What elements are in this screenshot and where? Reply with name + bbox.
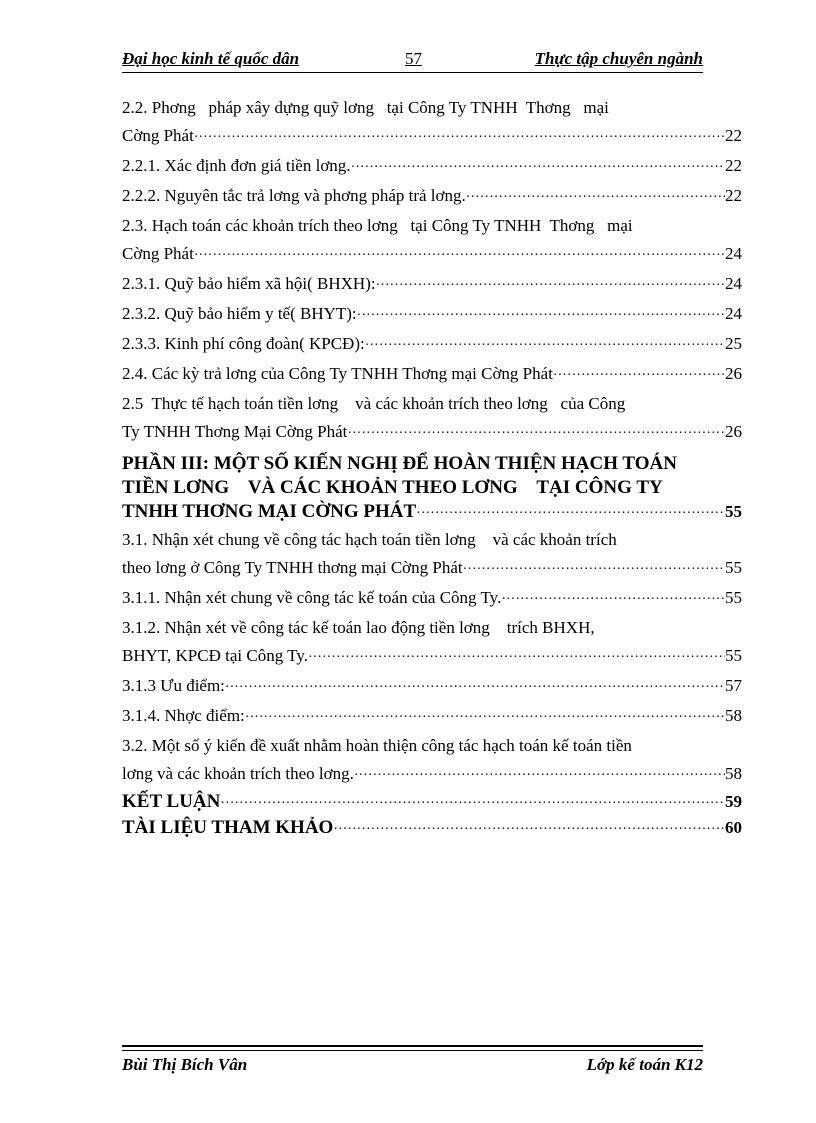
- toc-entry-text: 3.1. Nhận xét chung về công tác hạch toán tiền lơng và các khoản trích: [122, 530, 617, 549]
- toc-entry-page: 24: [725, 304, 742, 323]
- toc-dot-leader: [376, 270, 725, 300]
- toc-entry: [122, 614, 742, 672]
- toc-entry-text: TIỀN LƠNG VÀ CÁC KHOẢN THEO LƠNG TẠI CÔNG TY: [122, 477, 663, 498]
- toc-entry-page: 22: [725, 126, 742, 145]
- page-footer: [122, 1055, 703, 1079]
- table-of-contents: [122, 94, 742, 842]
- toc-entry: [122, 584, 742, 614]
- toc-dot-leader: [357, 300, 725, 330]
- toc-entry-page: 26: [725, 422, 742, 441]
- footer-rule-thin: [122, 1050, 703, 1051]
- toc-dot-leader: [194, 240, 725, 270]
- toc-dot-leader: [553, 360, 725, 390]
- toc-entry-page: 58: [725, 706, 742, 725]
- header-university: Đại học kinh tế quốc dân: [122, 49, 300, 68]
- toc-entry: [122, 152, 742, 182]
- toc-entry: [122, 790, 742, 816]
- toc-dot-leader: [225, 672, 725, 702]
- toc-dot-leader: [308, 642, 725, 672]
- toc-entry: [122, 182, 742, 212]
- toc-entry-text: 3.1.1. Nhận xét chung về công tác kế toán của Công Ty.: [122, 588, 502, 607]
- toc-entry-page: 24: [725, 274, 742, 293]
- toc-dot-leader: [220, 790, 725, 816]
- toc-entry-page: 59: [725, 792, 742, 811]
- toc-entry-text: Cờng Phát: [122, 244, 194, 263]
- toc-entry-page: 22: [725, 186, 742, 205]
- toc-entry-text: 2.5 Thực tế hạch toán tiền lơng và các khoản trích theo lơng của Công: [122, 394, 626, 413]
- toc-entry-page: 24: [725, 244, 742, 263]
- toc-entry-text: TÀI LIỆU THAM KHẢO: [122, 817, 334, 838]
- toc-entry: [122, 212, 742, 270]
- toc-entry-text: 2.3.3. Kinh phí công đoàn( KPCĐ):: [122, 334, 365, 353]
- toc-dot-leader: [354, 760, 725, 790]
- footer-class: Lớp kế toán K12: [586, 1055, 703, 1074]
- toc-entry-text: theo lơng ở Công Ty TNHH thơng mại Cờng Phát: [122, 558, 463, 577]
- header-course: Thực tập chuyên ngành: [534, 49, 703, 68]
- toc-dot-leader: [351, 152, 725, 182]
- toc-entry-text: 2.4. Các kỳ trả lơng của Công Ty TNHH Thơng mại Cờng Phát: [122, 364, 553, 383]
- toc-dot-leader: [245, 702, 725, 732]
- footer-author: Bùi Thị Bích Vân: [122, 1055, 248, 1074]
- toc-entry-text: PHẦN III: MỘT SỐ KIẾN NGHỊ ĐỂ HOÀN THIỆN HẠCH TOÁN: [122, 453, 677, 474]
- toc-entry-page: 55: [725, 558, 742, 577]
- toc-entry-text: 2.2.1. Xác định đơn giá tiền lơng.: [122, 156, 351, 175]
- toc-entry-text: 2.3.1. Quỹ bảo hiểm xã hội( BHXH):: [122, 274, 376, 293]
- toc-entry-page: 60: [725, 818, 742, 837]
- toc-entry-text: Cờng Phát: [122, 126, 194, 145]
- toc-entry-text: 3.2. Một số ý kiến đề xuất nhằm hoàn thiện công tác hạch toán kế toán tiền: [122, 736, 632, 755]
- toc-entry-text: KẾT LUẬN: [122, 791, 221, 812]
- footer-rule-thick: [122, 1045, 703, 1047]
- toc-entry-text: Ty TNHH Thơng Mại Cờng Phát: [122, 422, 348, 441]
- toc-entry-text: lơng và các khoản trích theo lơng.: [122, 764, 354, 783]
- toc-entry-text: BHYT, KPCĐ tại Công Ty.: [122, 646, 308, 665]
- toc-entry-page: 22: [725, 156, 742, 175]
- toc-entry: [122, 452, 742, 526]
- header-rule: [122, 72, 703, 73]
- toc-entry-page: 25: [725, 334, 742, 353]
- toc-entry: [122, 330, 742, 360]
- toc-entry: [122, 702, 742, 732]
- toc-dot-leader: [466, 182, 725, 212]
- toc-entry: [122, 526, 742, 584]
- toc-dot-leader: [365, 330, 725, 360]
- toc-dot-leader: [416, 500, 725, 526]
- toc-dot-leader: [347, 418, 725, 448]
- toc-entry: [122, 360, 742, 390]
- toc-entry: [122, 672, 742, 702]
- toc-entry-text: 3.1.3 Ưu điểm:: [122, 676, 225, 695]
- toc-entry-text: 3.1.2. Nhận xét về công tác kế toán lao động tiền lơng trích BHXH,: [122, 618, 595, 637]
- header-page-number: 57: [405, 49, 422, 68]
- toc-dot-leader: [463, 554, 725, 584]
- toc-dot-leader: [501, 584, 725, 614]
- toc-entry-text: 3.1.4. Nhợc điểm:: [122, 706, 245, 725]
- toc-entry-page: 58: [725, 764, 742, 783]
- toc-entry-text: TNHH THƠNG MẠI CỜNG PHÁT: [122, 501, 417, 522]
- toc-dot-leader: [194, 122, 725, 152]
- toc-entry: [122, 816, 742, 842]
- toc-entry-text: 2.2.2. Nguyên tắc trả lơng và phơng pháp trả lơng.: [122, 186, 466, 205]
- toc-entry: [122, 390, 742, 448]
- toc-entry: [122, 732, 742, 790]
- toc-entry-page: 55: [725, 646, 742, 665]
- toc-entry-page: 26: [725, 364, 742, 383]
- toc-entry: [122, 94, 742, 152]
- toc-entry-page: 55: [725, 588, 742, 607]
- toc-entry-page: 57: [725, 676, 742, 695]
- page-header: [122, 49, 703, 71]
- toc-entry: [122, 300, 742, 330]
- toc-dot-leader: [333, 816, 725, 842]
- toc-entry-text: 2.3. Hạch toán các khoản trích theo lơng tại Công Ty TNHH Thơng mại: [122, 216, 633, 235]
- toc-entry-page: 55: [725, 502, 742, 521]
- toc-entry-text: 2.3.2. Quỹ bảo hiểm y tế( BHYT):: [122, 304, 357, 323]
- toc-entry-text: 2.2. Phơng pháp xây dựng quỹ lơng tại Công Ty TNHH Thơng mại: [122, 98, 609, 117]
- toc-entry: [122, 270, 742, 300]
